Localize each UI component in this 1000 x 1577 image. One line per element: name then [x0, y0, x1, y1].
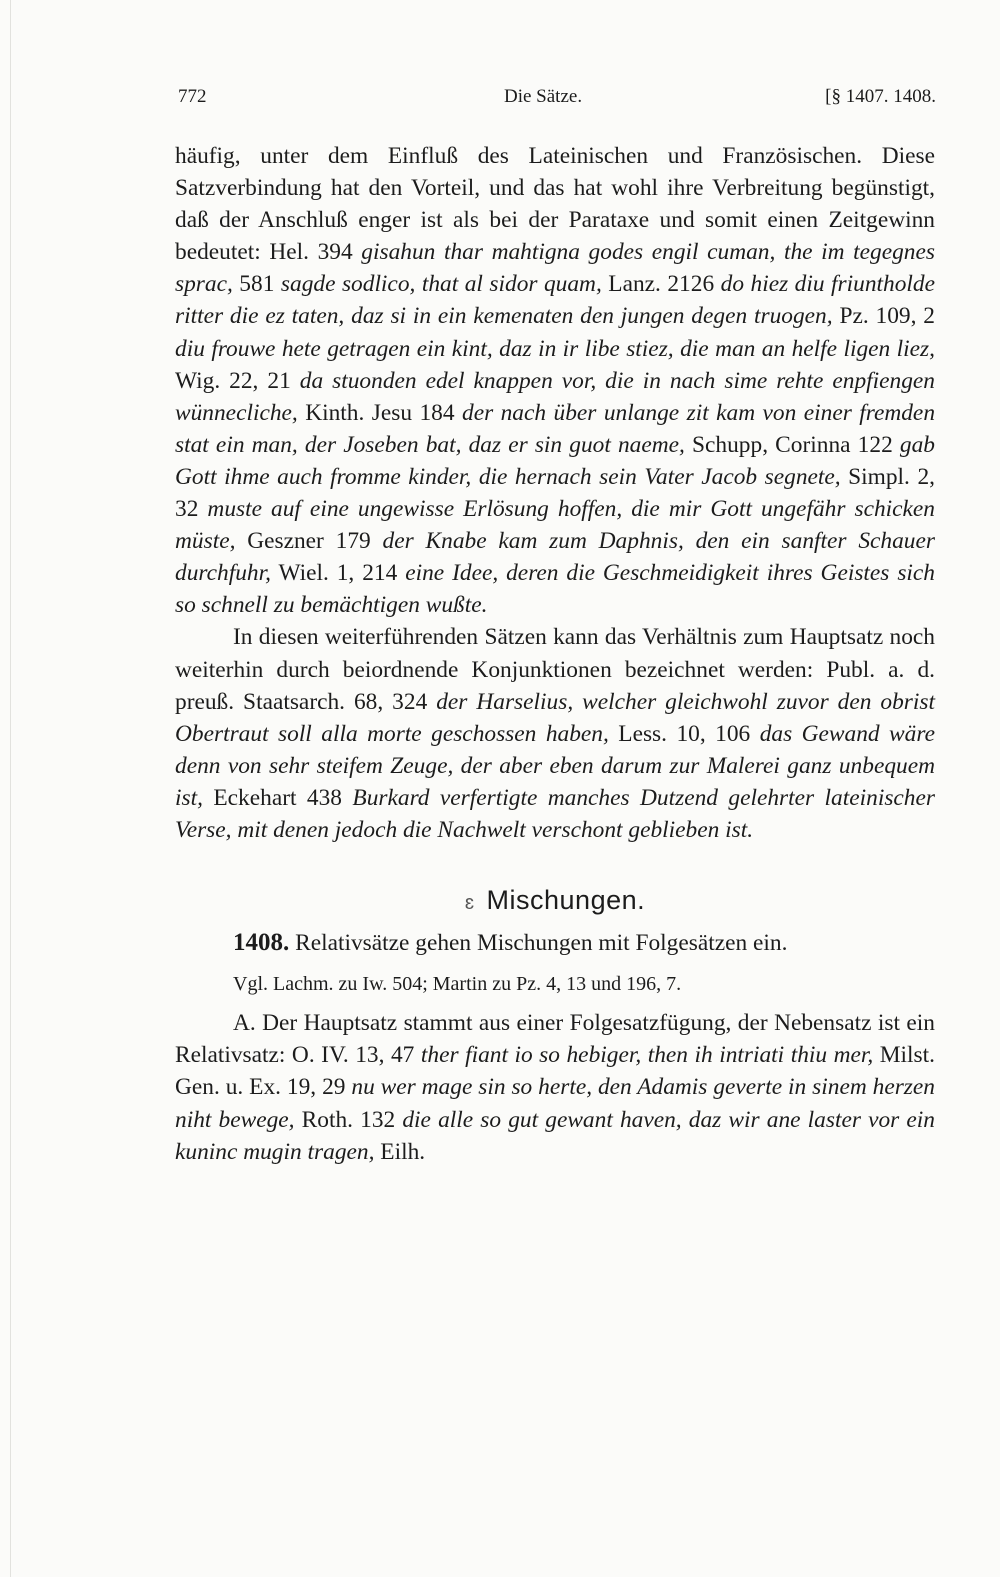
paragraph-continuation [175, 140, 935, 621]
section-number: 1408. [233, 929, 290, 957]
text-run: 581 [232, 271, 281, 298]
text-run: häufig, unter dem Einfluß des Lateinischen und Französischen. Diese Satzverbindung hat den Vorteil, und das hat wohl ihre Verbreitung begünstigt, daß der Anschluß enger ist als bei der Parataxe und somit einen Zeitgewinn bedeutet: Hel. 394 [175, 143, 935, 266]
page-number: 772 [178, 86, 207, 107]
text-run: Roth. 132 [294, 1106, 403, 1133]
section-heading [175, 884, 935, 919]
quote-run: diu frouwe hete getragen ein kint, daz in ir libe stiez, die man an helfe ligen liez, [175, 335, 935, 362]
text-run: Schupp, Corinna 122 [684, 431, 900, 458]
quote-run: da stuonden edel knappen vor, die in nach sime rehte enpfiengen wünnecliche, [175, 367, 935, 426]
text-run: Geszner 179 [235, 528, 383, 555]
running-title: Die Sätze. [504, 86, 583, 107]
quote-run: der Knabe kam zum Daphnis, den ein sanfter Schauer durchfuhr, [175, 528, 935, 587]
text-run: Lanz. 2126 [601, 271, 721, 298]
quote-run: gisahun thar mahtigna godes engil cuman, the im tegegnes sprac, [175, 239, 935, 298]
section-1408 [175, 927, 935, 959]
quote-run: der nach über unlange zit kam von einer fremden stat ein man, der Joseben bat, daz er sin guot naeme, [175, 399, 936, 458]
quote-run: der Harselius, welcher gleichwohl zuvor den obrist Obertraut soll alla morte geschossen haben, [175, 688, 935, 747]
quote-run: muste auf eine ungewisse Erlösung hoffen, die mir Gott ungefähr schicken müste, [175, 496, 935, 555]
heading-mark: ɛ [464, 892, 475, 915]
section-range: [§ 1407. 1408. [825, 86, 936, 107]
page-edge [10, 0, 11, 1577]
quote-run: Burkard verfertigte manches Dutzend gelehrter lateinischer Verse, mit denen jedoch die Nachwelt verschont geblieben ist. [175, 784, 935, 843]
reference-note: Vgl. Lachm. zu Iw. 504; Martin zu Pz. 4, 13 und 196, 7. [233, 973, 682, 996]
quote-run: sagde sodlico, that al sidor quam, [280, 271, 602, 298]
text-run: Eckehart 438 [202, 784, 353, 811]
heading-text: Mischungen. [486, 885, 646, 916]
section-statement: Relativsätze gehen Mischungen mit Folgesätzen ein. [289, 930, 788, 957]
text-run: A. Der Hauptsatz stammt aus einer Folgesatzfügung, der Nebensatz ist ein Relativsatz: O. IV. 13, 47 [175, 1010, 935, 1069]
text-run: Pz. 109, 2 [832, 303, 935, 330]
quote-run: eine Idee, deren die Geschmeidigkeit ihres Geistes sich so schnell zu bemächtigen wußte. [175, 560, 936, 619]
quote-run: gab Gott ihme auch fromme kinder, die hernach sein Vater Jacob segnete, [175, 431, 935, 490]
text-run: Eilh. [374, 1138, 426, 1165]
text-run: Wiel. 1, 214 [270, 560, 406, 587]
text-run: In diesen weiterführenden Sätzen kann das Verhältnis zum Hauptsatz noch weiterhin durch beiordnende Konjunktionen bezeichnet werden: Publ. a. d. preuß. Staatsarch. 68, 324 [175, 624, 935, 715]
text-run: Milst. Gen. u. Ex. 19, 29 [175, 1042, 935, 1101]
text-run: Simpl. 2, 32 [175, 463, 935, 523]
text-run: Kinth. Jesu 184 [297, 399, 462, 426]
text-run: Less. 10, 106 [608, 720, 760, 747]
quote-run: die alle so gut gewant haven, daz wir ane laster vor ein kuninc mugin tragen, [175, 1106, 935, 1165]
paragraph-A [175, 1007, 935, 1167]
quote-run: do hiez diu friuntholde ritter die ez taten, daz si in ein kemenaten den jungen degen truogen, [175, 271, 935, 330]
quote-run: das Gewand wäre denn von sehr steifem Zeuge, der aber eben darum zur Malerei ganz unbequem ist, [175, 720, 935, 811]
quote-run: nu wer mage sin so herte, den Adamis geverte in sinem herzen niht bewege, [175, 1074, 935, 1133]
paragraph-weiterfuehrend [175, 621, 935, 846]
text-run: Wig. 22, 21 [175, 367, 300, 394]
page-body [175, 140, 935, 1168]
running-header [178, 86, 936, 116]
quote-run: ther fiant io so hebiger, then ih intriati thiu mer, [420, 1042, 874, 1069]
